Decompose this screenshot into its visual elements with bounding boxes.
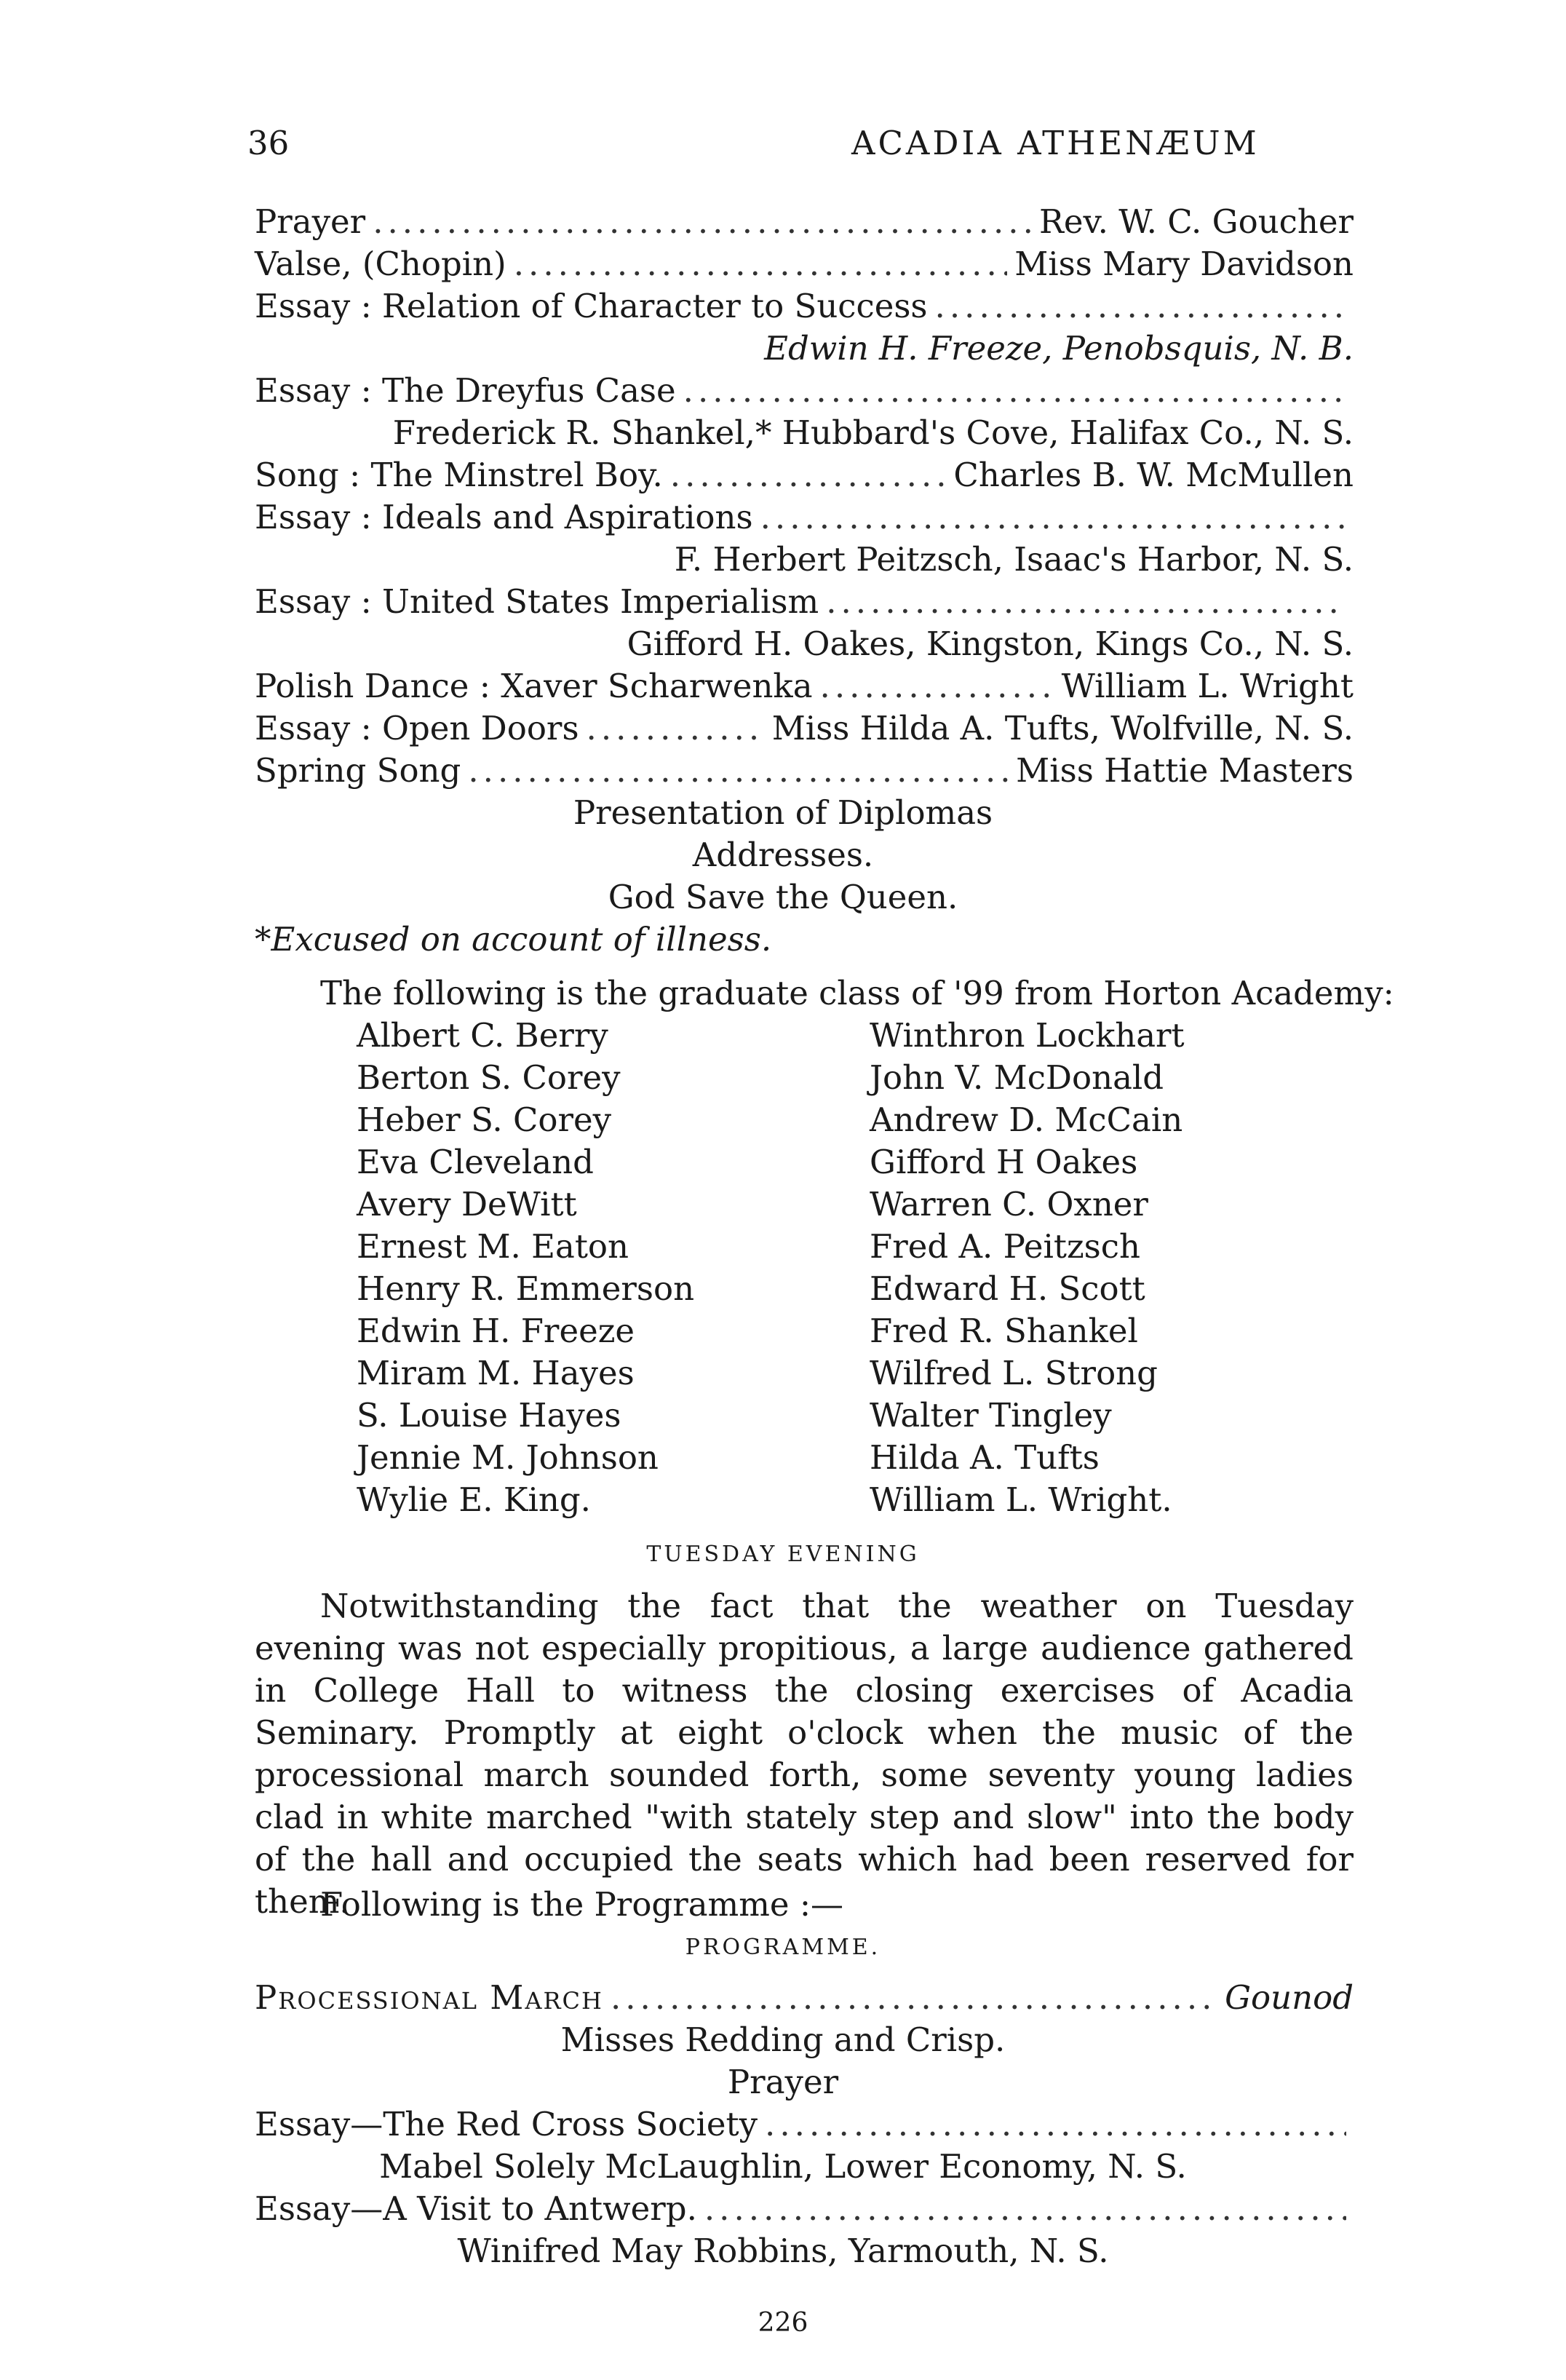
list-item: Andrew D. McCain bbox=[870, 1100, 1183, 1139]
list-item: Wilfred L. Strong bbox=[870, 1354, 1158, 1392]
programme-line: Prayer ..... Rev. W. C. Goucher bbox=[255, 202, 1354, 242]
programme-line: Essay—The Red Cross Society ..... bbox=[255, 2105, 1354, 2144]
list-item: Berton S. Corey bbox=[357, 1058, 621, 1097]
list-item: Fred A. Peitzsch bbox=[870, 1227, 1140, 1266]
list-item: Albert C. Berry bbox=[357, 1016, 608, 1055]
list-item: Ernest M. Eaton bbox=[357, 1227, 629, 1266]
list-item: John V. McDonald bbox=[870, 1058, 1164, 1097]
programme-author: F. Herbert Peitzsch, Isaac's Harbor, N. S. bbox=[674, 540, 1354, 579]
list-item: S. Louise Hayes bbox=[357, 1396, 621, 1435]
programme-line: Polish Dance : Xaver Scharwenka ..... William L. Wright bbox=[255, 667, 1354, 706]
list-item: Gifford H Oakes bbox=[870, 1143, 1138, 1181]
list-item: William L. Wright. bbox=[870, 1480, 1172, 1519]
programme-author: Gifford H. Oakes, Kingston, Kings Co., N. S. bbox=[627, 624, 1354, 663]
journal-title: ACADIA ATHENÆUM bbox=[851, 124, 1260, 162]
list-item: Edwin H. Freeze bbox=[357, 1312, 635, 1350]
programme-author: Edwin H. Freeze, Penobsquis, N. B. bbox=[764, 329, 1354, 368]
programme-intro: Following is the Programme :— bbox=[320, 1885, 843, 1924]
list-item: Walter Tingley bbox=[870, 1396, 1112, 1435]
graduate-intro: The following is the graduate class of '99 from Horton Academy: bbox=[320, 974, 1394, 1012]
list-item: Eva Cleveland bbox=[357, 1143, 594, 1181]
programme-line: Essay : Ideals and Aspirations ..... bbox=[255, 498, 1354, 537]
programme-subline: Misses Redding and Crisp. bbox=[560, 2020, 1006, 2059]
list-item: Avery DeWitt bbox=[357, 1185, 577, 1223]
programme-line: Essay—A Visit to Antwerp. ..... bbox=[255, 2189, 1354, 2229]
programme-heading: PROGRAMME. bbox=[685, 1935, 881, 1960]
closing-item: Presentation of Diplomas bbox=[573, 793, 993, 832]
programme-line: Spring Song ..... Miss Hattie Masters bbox=[255, 751, 1354, 790]
list-item: Miram M. Hayes bbox=[357, 1354, 635, 1392]
programme-item: Prayer bbox=[727, 2063, 839, 2101]
list-item: Heber S. Corey bbox=[357, 1100, 612, 1139]
section-heading: TUESDAY EVENING bbox=[646, 1542, 920, 1567]
list-item: Warren C. Oxner bbox=[870, 1185, 1148, 1223]
list-item: Fred R. Shankel bbox=[870, 1312, 1138, 1350]
body-paragraph: Notwithstanding the fact that the weather on Tuesday evening was not especially propitious, a large audience gathered in College Hall to witness the closing exercises of Acadia Seminary. Promptly at eight o'clock when the music of the processional march sounded forth, some seventy young ladies clad in white marched "with stately step and slow" into the body of the hall and occupied the seats which had been reserved for them. bbox=[255, 1587, 1354, 1921]
programme-author: Winifred May Robbins, Yarmouth, N. S. bbox=[457, 2232, 1109, 2270]
programme-author: Frederick R. Shankel,* Hubbard's Cove, Halifax Co., N. S. bbox=[392, 413, 1354, 452]
closing-item: God Save the Queen. bbox=[608, 878, 958, 916]
programme-line: Essay : Open Doors ..... Miss Hilda A. Tufts, Wolfville, N. S. bbox=[255, 709, 1354, 748]
programme-line: Processional March ..... Gounod bbox=[255, 1978, 1354, 2018]
programme-author: Mabel Solely McLaughlin, Lower Economy, N. S. bbox=[379, 2147, 1187, 2186]
list-item: Winthron Lockhart bbox=[870, 1016, 1185, 1055]
programme-line: Valse, (Chopin) ..... Miss Mary Davidson bbox=[255, 245, 1354, 284]
programme-line: Essay : United States Imperialism ..... bbox=[255, 582, 1354, 622]
page-number: 36 bbox=[247, 124, 290, 162]
list-item: Henry R. Emmerson bbox=[357, 1269, 695, 1308]
page-footer-number: 226 bbox=[758, 2308, 808, 2338]
programme-line: Song : The Minstrel Boy. ..... Charles B. W. McMullen bbox=[255, 456, 1354, 495]
footnote: *Excused on account of illness. bbox=[255, 920, 772, 959]
list-item: Edward H. Scott bbox=[870, 1269, 1145, 1308]
closing-item: Addresses. bbox=[692, 836, 874, 874]
programme-line: Essay : The Dreyfus Case ..... bbox=[255, 371, 1354, 410]
list-item: Wylie E. King. bbox=[357, 1480, 591, 1519]
programme-line: Essay : Relation of Character to Success ..... bbox=[255, 287, 1354, 326]
list-item: Jennie M. Johnson bbox=[357, 1438, 659, 1477]
list-item: Hilda A. Tufts bbox=[870, 1438, 1100, 1477]
